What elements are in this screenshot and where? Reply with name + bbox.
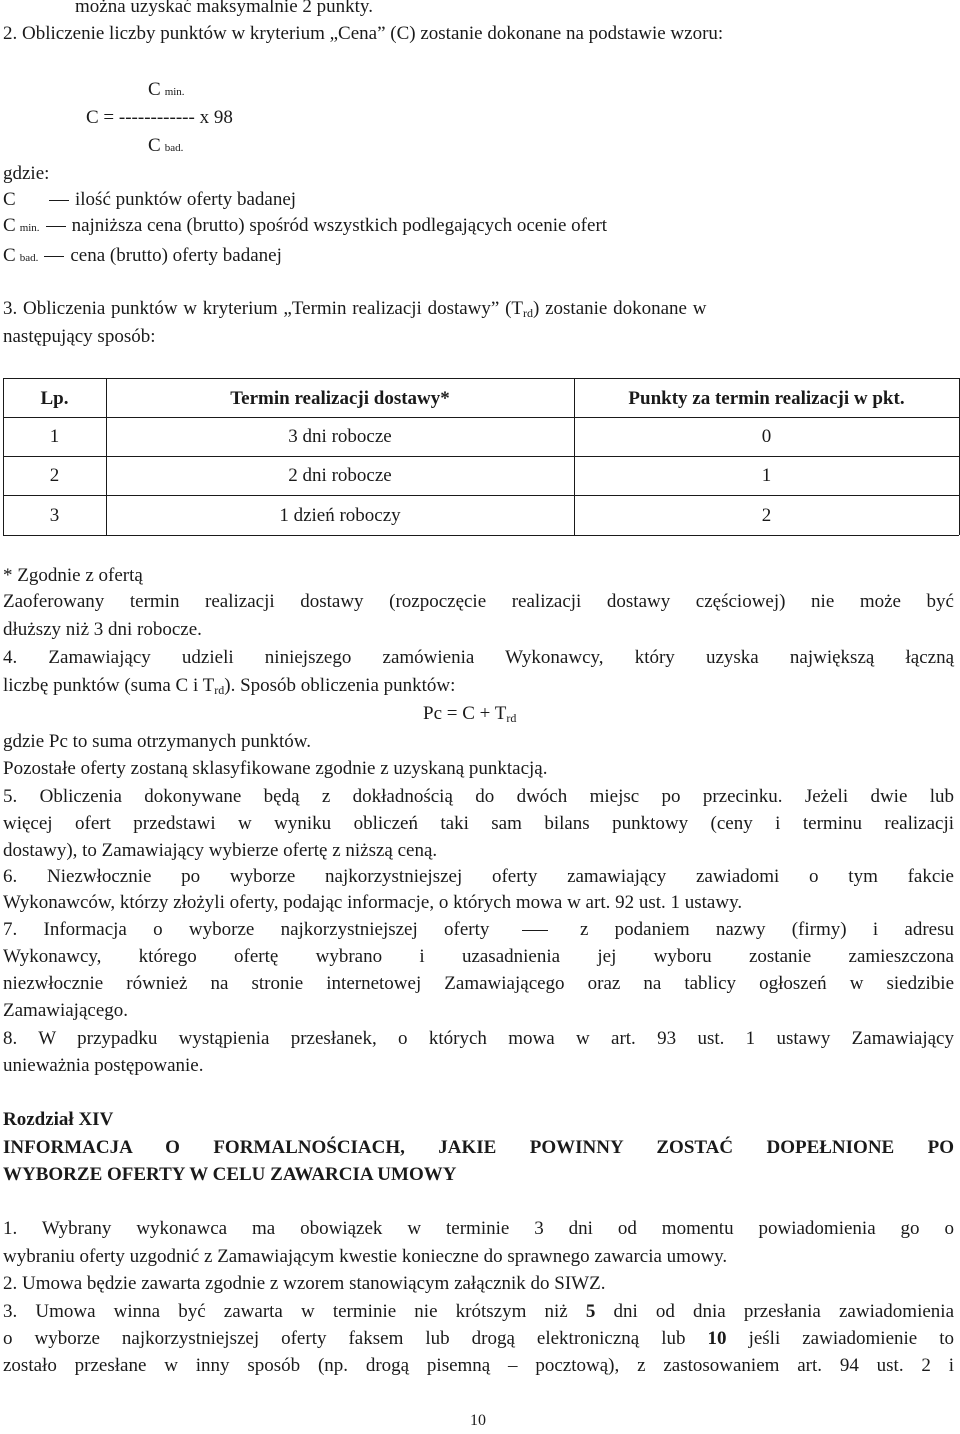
chapter-title: Rozdział XIV — [3, 1109, 114, 1130]
dash — [49, 200, 69, 201]
chapter-paragraph-2: 2. Umowa będzie zawarta zgodnie z wzorem stanowiącym załącznik do SIWZ. — [3, 1273, 606, 1294]
legend-cbad: Cbad. cena (brutto) oferty badanej — [3, 245, 282, 266]
table-cell: 1 — [761, 465, 772, 486]
text-line: można uzyskać maksymalnie 2 punkty. — [75, 0, 373, 17]
paragraph-7-line3: niezwłocznie również na stronie internetowej Zamawiającego oraz na tablicy ogłoszeń w siedzibie — [3, 973, 954, 994]
text-line: dłuższy niż 3 dni robocze. — [3, 619, 202, 640]
paragraph-7-line4: Zamawiającego. — [3, 1000, 129, 1021]
paragraph-6-line2: Wykonawców, którzy złożyli oferty, podając informacje, o których mowa w art. 92 ust. 1 ustawy. — [3, 892, 743, 913]
paragraph-3-line2: następujący sposób: — [3, 326, 156, 347]
pc-formula: Pc = C + Trd — [423, 703, 517, 725]
table-note: * Zgodnie z ofertą — [3, 565, 143, 586]
table-cell: 1 — [49, 426, 60, 447]
table-cell: 2 — [761, 505, 772, 526]
legend-gdzie: gdzie: — [3, 163, 50, 184]
table-cell: 3 dni robocze — [288, 426, 392, 447]
table-cell: 2 dni robocze — [288, 465, 392, 486]
paragraph-4-line2: liczbę punktów (suma C i Trd). Sposób obliczenia punktów: — [3, 675, 456, 697]
dash — [44, 256, 64, 257]
paragraph-7-line2: Wykonawcy, którego ofertę wybrano i uzasadnienia jej wyboru zostanie zamieszczona — [3, 946, 954, 967]
text-line: gdzie Pc to suma otrzymanych punktów. — [3, 731, 311, 752]
paragraph-3-line1: 3. Obliczenia punktów w kryterium „Termin realizacji dostawy” (Trd) zostanie dokonane w — [3, 298, 707, 320]
text-line: Zaoferowany termin realizacji dostawy (rozpoczęcie realizacji dostawy częściowej) nie może być — [3, 591, 954, 612]
paragraph-4-line1: 4. Zamawiający udzieli niniejszego zamówienia Wykonawcy, który uzyska największą łączną — [3, 647, 954, 668]
paragraph-8-line2: unieważnia postępowanie. — [3, 1055, 204, 1076]
paragraph-6-line1: 6. Niezwłocznie po wyborze najkorzystniejszej oferty zamawiający zawiadomi o tym fakcie — [3, 866, 954, 887]
chapter-paragraph-3-line2: o wyborze najkorzystniejszej oferty faksem lub drogą elektroniczną lub 10 jeśli zawiadomienie to — [3, 1328, 955, 1349]
paragraph-8-line1: 8. W przypadku wystąpienia przesłanek, o których mowa w art. 93 ust. 1 ustawy Zamawiający — [3, 1028, 954, 1049]
page-number: 10 — [470, 1412, 486, 1429]
table-header-termin: Termin realizacji dostawy* — [230, 388, 450, 409]
formula-denominator: Cbad. — [148, 135, 184, 156]
chapter-heading-line2: WYBORZE OFERTY W CELU ZAWARCIA UMOWY — [3, 1164, 457, 1185]
legend-c: C ilość punktów oferty badanej — [3, 189, 297, 210]
chapter-paragraph-1-line1: 1. Wybrany wykonawca ma obowiązek w terminie 3 dni od momentu powiadomienia go o — [3, 1218, 954, 1239]
table-cell: 3 — [49, 505, 60, 526]
dash — [522, 930, 548, 931]
table-cell: 1 dzień roboczy — [279, 505, 401, 526]
table-header-punkty: Punkty za termin realizacji w pkt. — [628, 388, 905, 409]
dash — [46, 226, 66, 227]
table-cell: 2 — [49, 465, 60, 486]
formula-main: C = ------------ x 98 — [86, 107, 233, 128]
paragraph-7-line1: 7. Informacja o wyborze najkorzystniejszej oferty z podaniem nazwy (firmy) i adresu — [3, 919, 955, 940]
table-cell: 0 — [761, 426, 772, 447]
chapter-heading-line1: INFORMACJA O FORMALNOŚCIACH, JAKIE POWINNY ZOSTAĆ DOPEŁNIONE PO — [3, 1137, 954, 1158]
chapter-paragraph-1-line2: wybraniu oferty uzgodnić z Zamawiającym kwestie konieczne do sprawnego zawarcia umowy. — [3, 1246, 728, 1267]
paragraph-5-line3: dostawy), to Zamawiający wybierze ofertę z niższą ceną. — [3, 840, 438, 861]
paragraph-2: 2. Obliczenie liczby punktów w kryterium „Cena” (C) zostanie dokonane na podstawie wzoru: — [3, 23, 724, 44]
paragraph-5-line2: więcej ofert przedstawi w wyniku obliczeń taki sam bilans punktowy (ceny i terminu realizacji — [3, 813, 954, 834]
text-line: Pozostałe oferty zostaną sklasyfikowane zgodnie z uzyskaną punktacją. — [3, 758, 548, 779]
table-header-lp: Lp. — [40, 388, 69, 409]
legend-cmin: Cmin. najniższa cena (brutto) spośród wszystkich podlegających ocenie ofert — [3, 215, 608, 236]
formula-numerator: Cmin. — [148, 79, 185, 100]
paragraph-5-line1: 5. Obliczenia dokonywane będą z dokładnością do dwóch miejsc po przecinku. Jeżeli dwie lub — [3, 786, 954, 807]
chapter-paragraph-3-line3: zostało przesłane w inny sposób (np. drogą pisemną – pocztową), z zastosowaniem art. 94 ust. 2 i — [3, 1355, 954, 1376]
chapter-paragraph-3-line1: 3. Umowa winna być zawarta w terminie nie krótszym niż 5 dni od dnia przesłania zawiadomienia — [3, 1301, 955, 1322]
